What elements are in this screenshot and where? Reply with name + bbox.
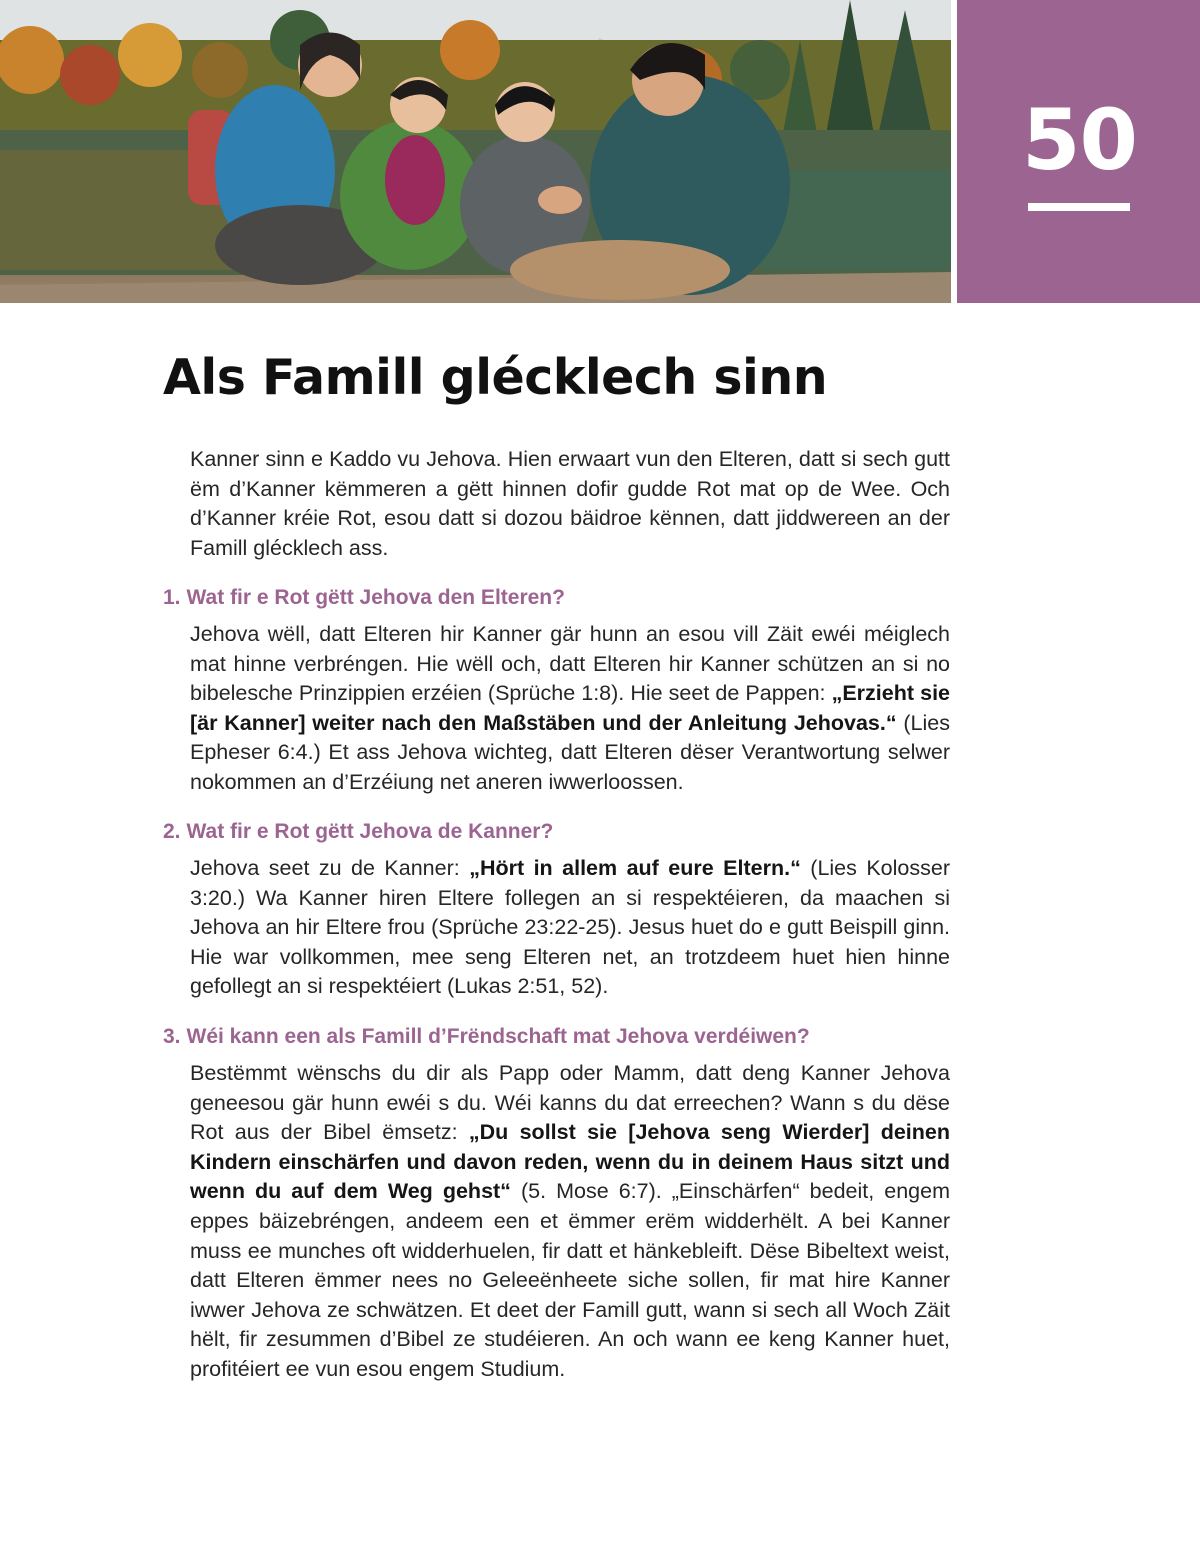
- question-2-heading: [163, 818, 553, 846]
- scripture-quote: „Du sollst sie [Jehova seng Wierder] deinen Kindern einschärfen und davon reden, wenn du in deinem Haus sitzt und wenn du auf dem Weg gehst“: [190, 1120, 950, 1204]
- answer-text: (Lies Epheser 6:4.) Et ass Jehova wichteg, datt Elteren dëser Verantwortung selwer nokommen an d’Erzéiung net aneren iwwerloossen.: [190, 710, 950, 794]
- header-photo: [0, 0, 951, 303]
- question-3-heading: [163, 1023, 810, 1051]
- scripture-quote: „Hört in allem auf eure Eltern.“: [469, 856, 801, 880]
- question-number: 1.: [163, 586, 181, 609]
- intro-paragraph: Kanner sinn e Kaddo vu Jehova. Hien erwaart vun den Elteren, datt si sech gutt ëm d’Kanner këmmeren a gëtt hinnen dofir gudde Rot mat op de Wee. Och d’Kanner kréie Rot, esou datt si dozou bäidroe kënnen, datt jiddwereen an der Famill glécklech ass.: [190, 447, 950, 560]
- answer-1-paragraph: [190, 620, 950, 798]
- page-title: Als Famill glécklech sinn: [163, 349, 828, 406]
- answer-text: Bestëmmt wënschs du dir als Papp oder Mamm, datt deng Kanner Jehova geneesou gär hunn ewéi s du. Wéi kanns du dat erreechen? Wann s du dëse Rot aus der Bibel ëmsetz:: [190, 1061, 950, 1145]
- chapter-underline: [1028, 203, 1130, 211]
- question-1-heading: [163, 584, 565, 612]
- question-text: Wat fir e Rot gëtt Jehova den Elteren?: [186, 586, 565, 609]
- answer-text: (Lies Kolosser 3:20.) Wa Kanner hiren Eltere follegen an si respektéieren, da maachen si Jehova an hir Eltere frou (Sprüche 23:22-25). Jesus huet do e gutt Beispill ginn. Hie war vollkommen, mee seng Elteren net, an trotzdeem huet hien hinne gefollegt an si respektéiert (Lukas 2:51, 52).: [190, 856, 950, 999]
- chapter-tab: [957, 0, 1200, 303]
- question-text: Wéi kann een als Famill d’Frëndschaft mat Jehova verdéiwen?: [186, 1025, 810, 1048]
- question-number: 2.: [163, 820, 181, 843]
- question-text: Wat fir e Rot gëtt Jehova de Kanner?: [186, 820, 554, 843]
- answer-2-paragraph: [190, 854, 950, 1002]
- answer-text: Jehova seet zu de Kanner:: [190, 856, 470, 880]
- answer-text: (5. Mose 6:7). „Einschärfen“ bedeit, engem eppes bäizebréngen, andeem een et ëmmer erëm widderhëlt. A bei Kanner muss ee munches oft widderhuelen, fir datt et hänkebleift. Dëse Bibeltext weist, datt Elteren ëmmer nees no Geleeënheete siche sollen, fir mat hire Kanner iwwer Jehova ze schwätzen. Et deet der Famill gutt, wann si sech all Woch Zäit hëlt, fir zesummen d’Bibel ze studéieren. An och wann ee keng Kanner huet, profitéiert ee vun esou engem Studium.: [190, 1179, 950, 1381]
- family-photo-icon: [0, 0, 951, 303]
- scripture-quote: „Erzieht sie [är Kanner] weiter nach den Maßstäben und der Anleitung Jehovas.“: [190, 681, 950, 735]
- question-number: 3.: [163, 1025, 181, 1048]
- answer-text: Jehova wëll, datt Elteren hir Kanner gär hunn an esou vill Zäit ewéi méiglech mat hinne verbréngen. Hie wëll och, datt Elteren hir Kanner schützen an si no bibelesche Prinzippien erzéien (Sprüche 1:8). Hie seet de Pappen:: [190, 622, 950, 706]
- answer-3-paragraph: [190, 1059, 950, 1385]
- chapter-number: 50: [1022, 91, 1137, 189]
